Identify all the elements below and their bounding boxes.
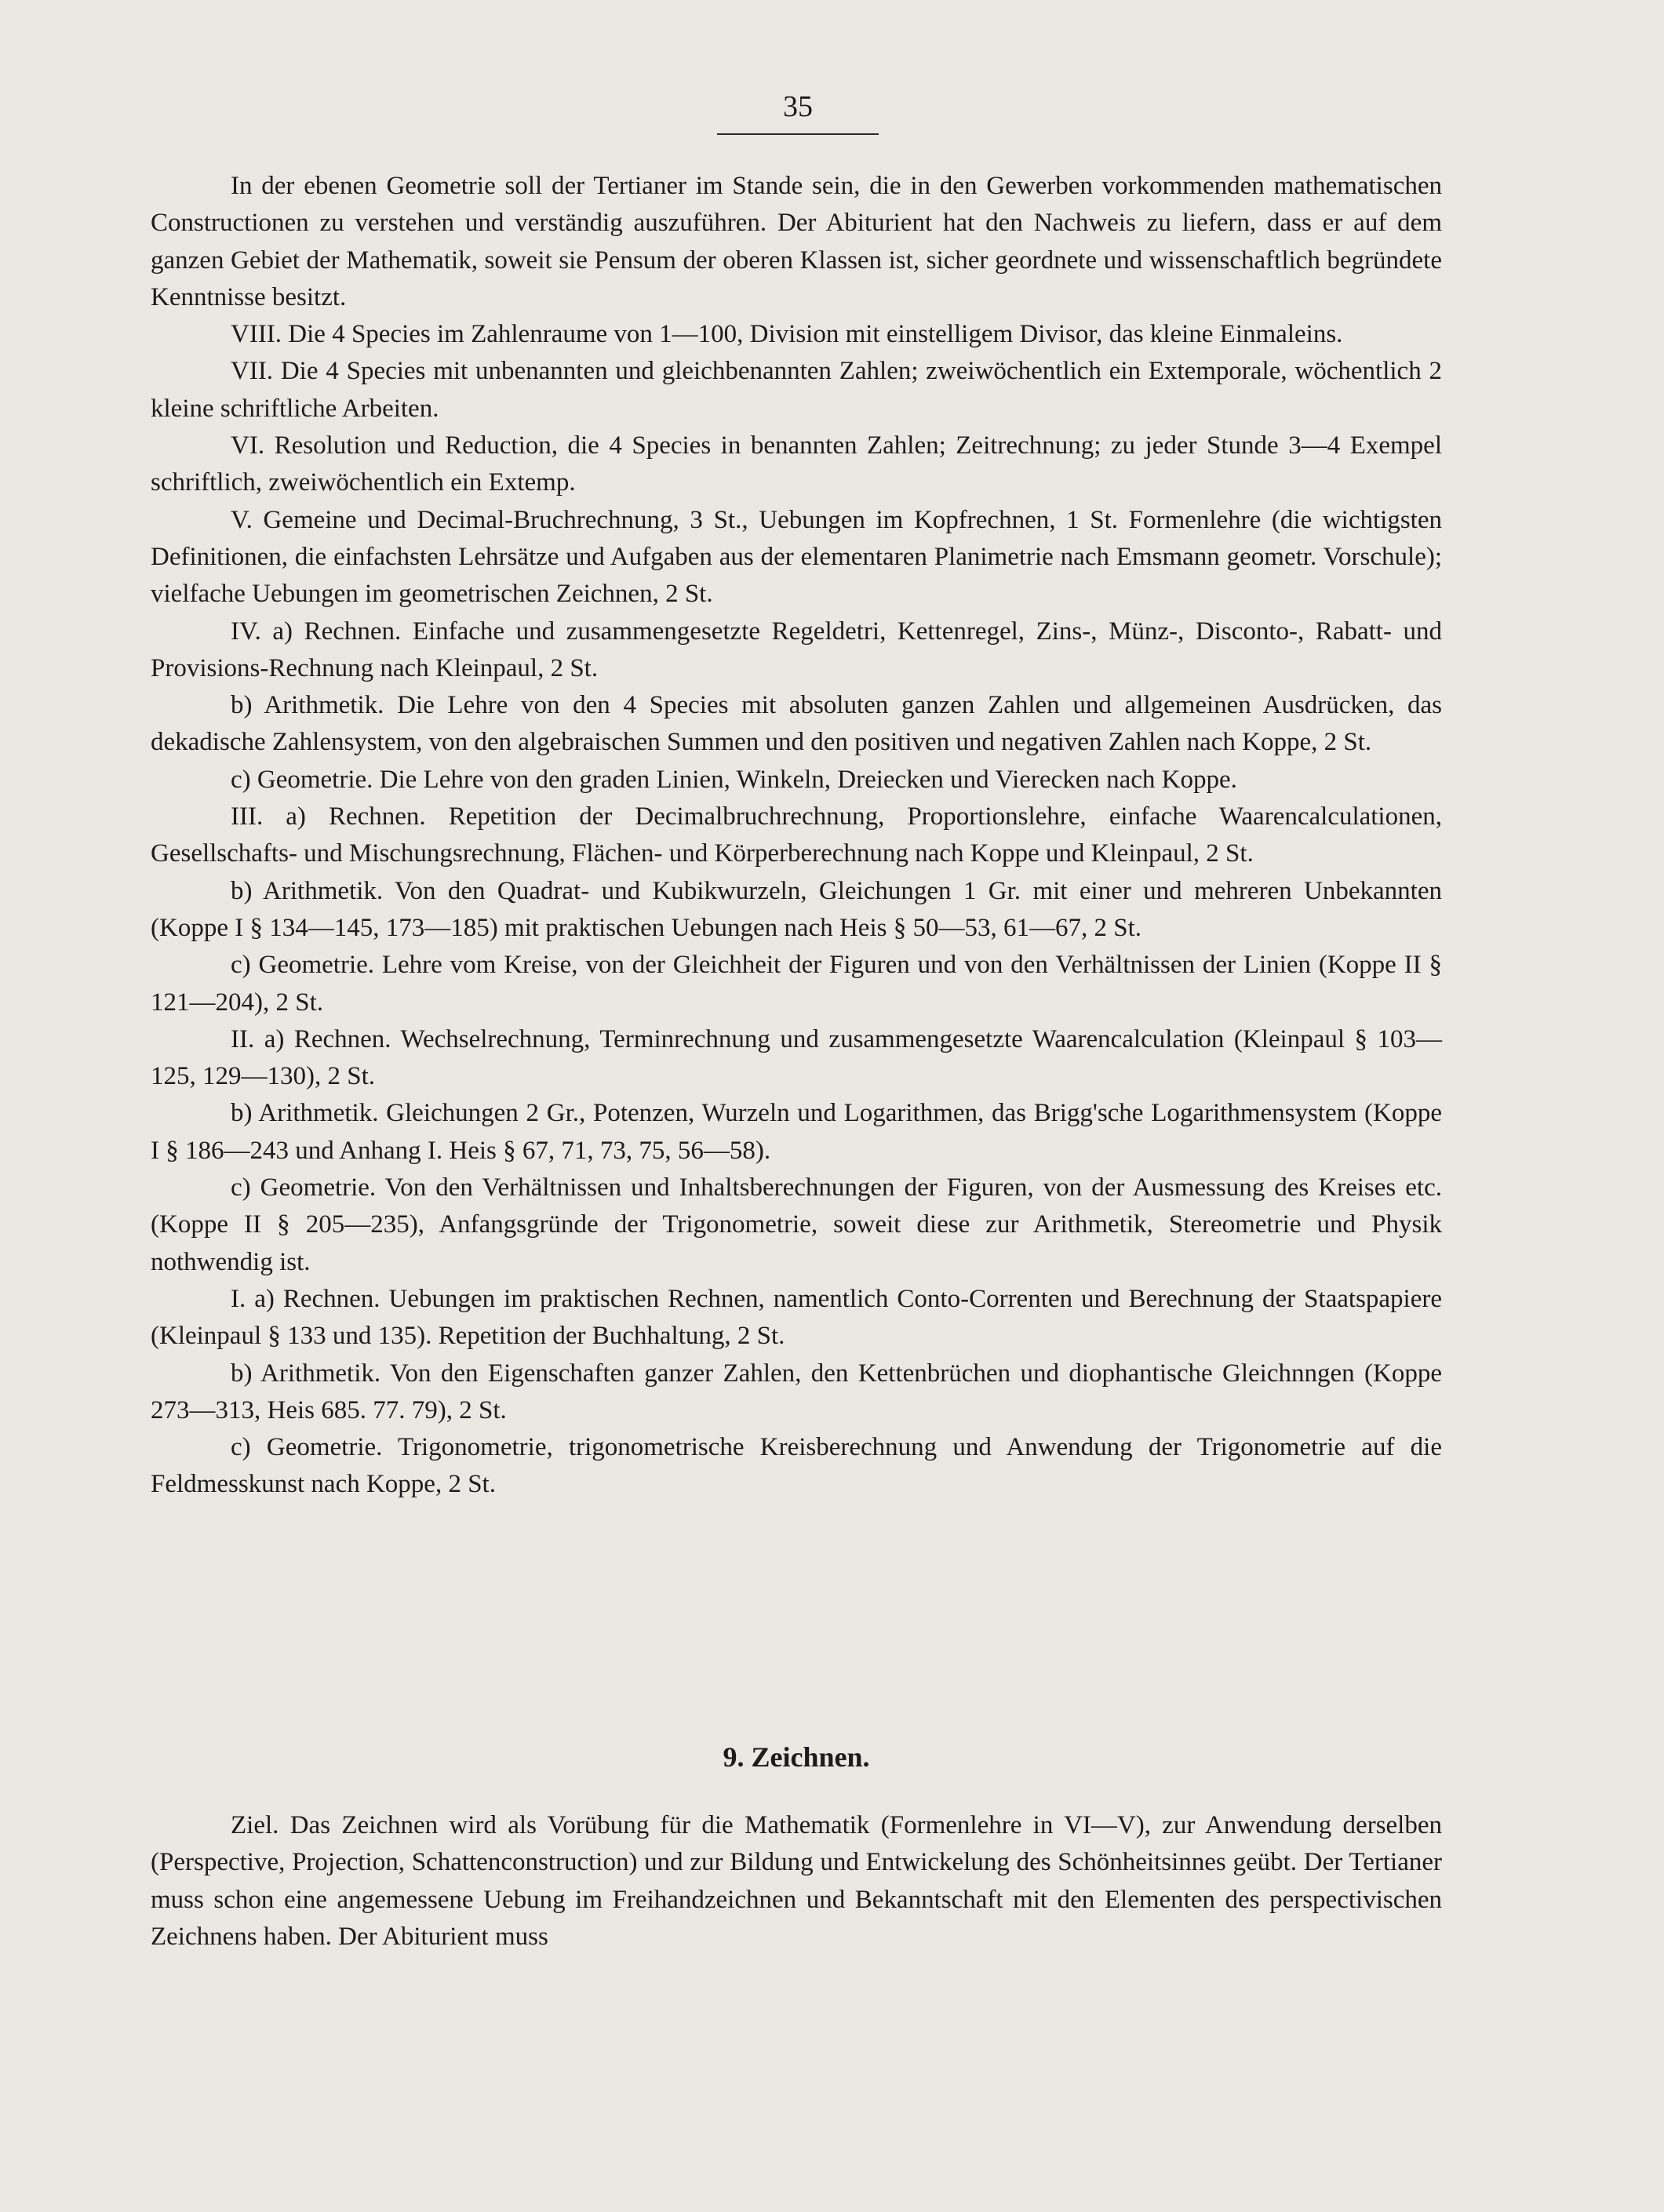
paragraph-class-iv-arithmetik: b) Arithmetik. Die Lehre von den 4 Species mit absoluten ganzen Zahlen und allgemeinen Ausdrücken, das dekadische Zahlensystem, von den algebraischen Summen und den positiven und negativen Zahlen nach Koppe, 2 St. bbox=[151, 691, 1442, 757]
paragraph-geometry-goal: In der ebenen Geometrie soll der Tertianer im Stande sein, die in den Gewerben vorkommenden mathematischen Constructionen zu verstehen und verständig auszuführen. Der Abiturient hat den Nachweis zu liefern, dass er auf dem ganzen Gebiet der Mathematik, soweit sie Pensum der oberen Klassen ist, sicher geordnete und wissenschaftlich begründete Kenntnisse besitzt. bbox=[151, 172, 1442, 311]
paragraph-class-iii-geometrie: c) Geometrie. Lehre vom Kreise, von der Gleichheit der Figuren und von den Verhältnissen der Linien (Koppe II § 121—204), 2 St. bbox=[151, 951, 1442, 1017]
paragraph-class-iv-geometrie: c) Geometrie. Die Lehre von den graden Linien, Winkeln, Dreiecken und Vierecken nach Koppe. bbox=[231, 765, 1237, 794]
paragraph-class-ii-rechnen: II. a) Rechnen. Wechselrechnung, Terminrechnung und zusammengesetzte Waarencalculation (Kleinpaul § 103—125, 129—130), 2 St. bbox=[151, 1024, 1442, 1091]
page-number: 35 bbox=[783, 90, 813, 123]
section-heading: 9. Zeichnen. bbox=[723, 1741, 870, 1773]
paragraph-class-i-geometrie: c) Geometrie. Trigonometrie, trigonometrische Kreisberechnung und Anwendung der Trigonometrie auf die Feldmesskunst nach Koppe, 2 St. bbox=[151, 1433, 1442, 1499]
paragraph-class-vii: VII. Die 4 Species mit unbenannten und gleichbenannten Zahlen; zweiwöchentlich ein Extemporale, wöchentlich 2 kleine schriftliche Arbeiten. bbox=[151, 357, 1442, 423]
paragraph-zeichnen-goal: Ziel. Das Zeichnen wird als Vorübung für die Mathematik (Formenlehre in VI—V), zur Anwendung derselben (Perspective, Projection, Schattenconstruction) und zur Bildung und Entwickelung des Schönheitsinnes geübt. Der Tertianer muss schon eine angemessene Uebung im Freihandzeichnen und Bekanntschaft mit den Elementen des perspectivischen Zeichnens haben. Der Abiturient muss bbox=[151, 1811, 1442, 1951]
main-text bbox=[151, 168, 1442, 1504]
page-number-rule bbox=[717, 133, 879, 135]
paragraph-class-viii: VIII. Die 4 Species im Zahlenraume von 1—100, Division mit einstelligem Divisor, das kleine Einmaleins. bbox=[231, 320, 1343, 349]
paragraph-class-i-arithmetik: b) Arithmetik. Von den Eigenschaften ganzer Zahlen, den Kettenbrüchen und diophantische Gleichnngen (Koppe 273—313, Heis 685. 77. 79), 2 St. bbox=[151, 1359, 1442, 1424]
paragraph-class-iii-arithmetik: b) Arithmetik. Von den Quadrat- und Kubikwurzeln, Gleichungen 1 Gr. mit einer und mehreren Unbekannten (Koppe I § 134—145, 173—185) mit praktischen Uebungen nach Heis § 50—53, 61—67, 2 St. bbox=[151, 876, 1442, 942]
paragraph-class-ii-arithmetik: b) Arithmetik. Gleichungen 2 Gr., Potenzen, Wurzeln und Logarithmen, das Brigg'sche Logarithmensystem (Koppe I § 186—243 und Anhang I. Heis § 67, 71, 73, 75, 56—58). bbox=[151, 1099, 1442, 1165]
paragraph-class-iii-rechnen: III. a) Rechnen. Repetition der Decimalbruchrechnung, Proportionslehre, einfache Waarencalculationen, Gesellschafts- und Mischungsrechnung, Flächen- und Körperberechnung nach Koppe und Kleinpaul, 2 St. bbox=[151, 802, 1442, 868]
section-text bbox=[151, 1807, 1442, 1956]
paragraph-class-i-rechnen: I. a) Rechnen. Uebungen im praktischen Rechnen, namentlich Conto-Correnten und Berechnung der Staatspapiere (Kleinpaul § 133 und 135). Repetition der Buchhaltung, 2 St. bbox=[151, 1284, 1442, 1351]
paragraph-class-v: V. Gemeine und Decimal-Bruchrechnung, 3 St., Uebungen im Kopfrechnen, 1 St. Formenlehre (die wichtigsten Definitionen, die einfachsten Lehrsätze und Aufgaben aus der elementaren Planimetrie nach Emsmann geometr. Vorschule); vielfache Uebungen im geometrischen Zeichnen, 2 St. bbox=[151, 505, 1442, 609]
paragraph-class-iv-rechnen: IV. a) Rechnen. Einfache und zusammengesetzte Regeldetri, Kettenregel, Zins-, Münz-, Disconto-, Rabatt- und Provisions-Rechnung nach Kleinpaul, 2 St. bbox=[151, 617, 1442, 682]
paragraph-class-vi: VI. Resolution und Reduction, die 4 Species in benannten Zahlen; Zeitrechnung; zu jeder Stunde 3—4 Exempel schriftlich, zweiwöchentlich ein Extemp. bbox=[151, 431, 1442, 497]
paragraph-class-ii-geometrie: c) Geometrie. Von den Verhältnissen und Inhaltsberechnungen der Figuren, von der Ausmessung des Kreises etc. (Koppe II § 205—235), Anfangsgründe der Trigonometrie, soweit diese zur Arithmetik, Stereometrie und Physik nothwendig ist. bbox=[151, 1173, 1442, 1276]
